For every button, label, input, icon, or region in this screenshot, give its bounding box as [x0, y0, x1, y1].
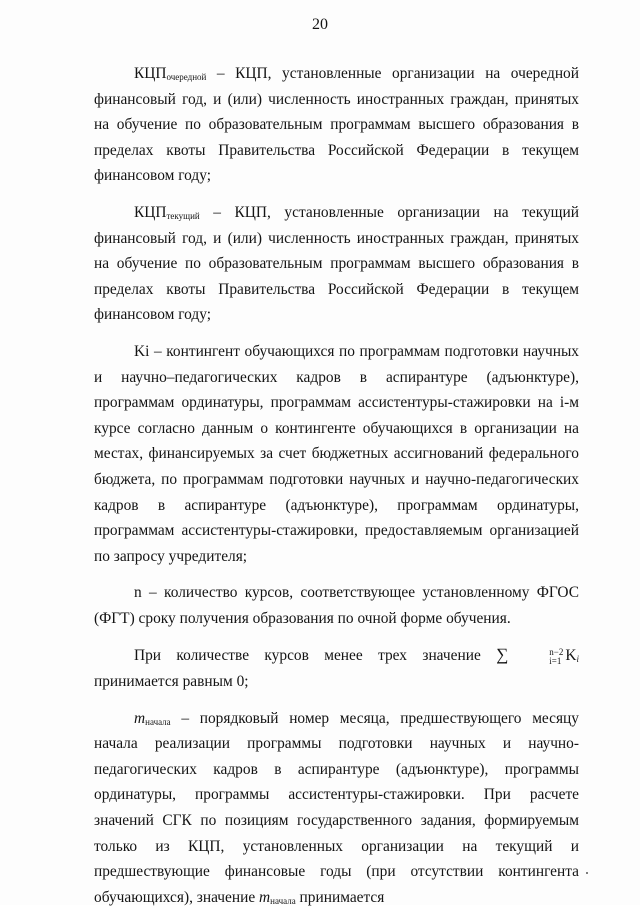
sum-condition: [94, 642, 579, 694]
document-body: [94, 61, 579, 921]
definition-m-start: [94, 706, 579, 911]
term-subscript-current: текущий: [166, 210, 200, 221]
definition-tail: принимается: [295, 888, 385, 906]
sum-upper-limit: n−2: [549, 646, 564, 657]
sum-lower-limit: i=1: [549, 655, 562, 666]
definition-kcp-next-year: [94, 61, 579, 189]
sum-term-index: i: [576, 654, 579, 665]
sum-symbol: ∑: [496, 645, 509, 665]
definition-text: – КЦП, установленные организации на текущий финансовый год, и (или) численность иностранных граждан, принятых на обучение по образовательным программам высшего образования в пределах квоты Правительства Российской Федерации в текущем финансовом году;: [94, 203, 579, 324]
definition-ki: Ki – контингент обучающихся по программам подготовки научных и научно–педагогических кадров в аспирантуре (адъюнктуре), программам ординатуры, программам ассистентуры-стажировки на i-м курсе согласно данным о контингенте обучающихся в организации на местах, финансируемых за счет бюджетных ассигнований федерального бюджета, по программам подготовки научных и научно-педагогических кадров в аспирантуре (адъюнктуре), программам ординатуры, программам ассистентуры-стажировки, предоставляемым организацией по запросу учредителя;: [94, 342, 579, 565]
var-m: m: [259, 888, 271, 906]
definition-n: n – количество курсов, соответствующее установленному ФГОС (ФГТ) сроку получения образования по очной форме обучения.: [94, 584, 579, 627]
sum-condition-text: При количестве курсов менее трех значение: [134, 647, 497, 665]
var-m-subscript: начала: [270, 895, 296, 906]
sum-limits: [509, 648, 563, 666]
term-kcp: КЦП: [134, 65, 167, 82]
term-kcp: КЦП: [134, 203, 167, 221]
page-number: 20: [312, 16, 328, 33]
var-m: m: [134, 709, 146, 727]
sum-condition-tail: принимается равным 0;: [94, 673, 249, 691]
scan-speck: [586, 872, 588, 874]
definition-kcp-current-year: [94, 200, 579, 328]
var-m-subscript: начала: [145, 716, 171, 727]
definition-text: – КЦП, установленные организации на очередной финансовый год, и (или) численность иностранных граждан, принятых на обучение по образовательным программам высшего образования в пределах квоты Правительства Российской Федерации в текущем финансовом году;: [94, 65, 579, 185]
sum-term: K: [565, 647, 577, 665]
term-subscript-next: очередной: [166, 72, 207, 82]
definition-text: – порядковый номер месяца, предшествующего месяцу начала реализации программы подготовки научных и научно-педагогических кадров в аспирантуре (адъюнктуре), программы ординатуры, программы ассистентуры-стажировки. При расчете значений СГК по позициям государственного задания, формируемым только из КЦП, установленных организации на текущий и предшествующие финансовые годы (при отсутствии контингента обучающихся), значение: [94, 709, 579, 906]
